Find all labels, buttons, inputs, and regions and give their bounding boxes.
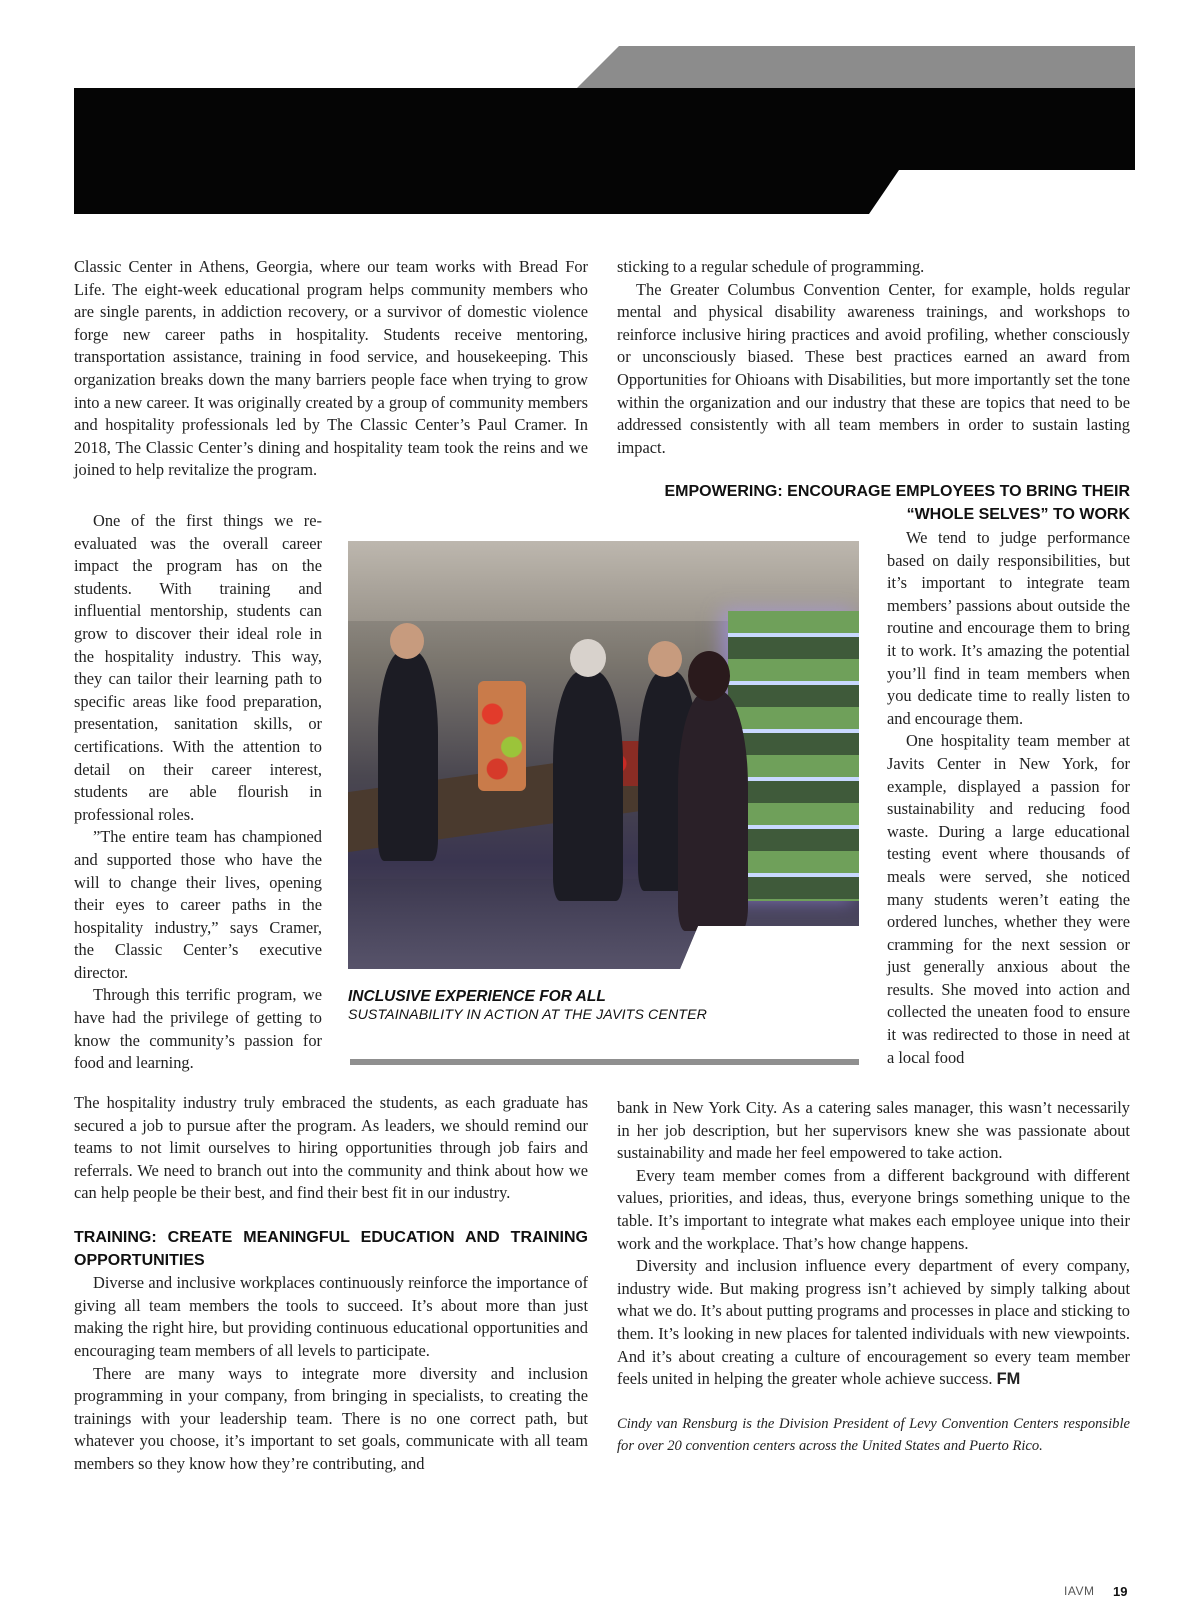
left-column-top: [74, 256, 588, 482]
body-paragraph: The Greater Columbus Convention Center, for example, holds regular mental and physical disability awareness trainings, and workshops to reinforce inclusive hiring practices and avoid profiling, whether consciously or unconsciously biased. These best practices earned an award from Opportunities for Ohioans with Disabilities, but more importantly set the tone within the organization and our industry that these are topics that need to be addressed consistently with all team members in order to sustain lasting impact.: [617, 279, 1130, 457]
right-column-bottom: [617, 1097, 1130, 1457]
left-column-wrap: [74, 510, 322, 1075]
section-heading-training: TRAINING: CREATE MEANINGFUL EDUCATION AND TRAINING OPPORTUNITIES: [74, 1228, 588, 1269]
body-paragraph: The hospitality industry truly embraced the students, as each graduate has secured a job to pursue after the program. As leaders, we should remind our teams to not limit ourselves to hiring opportunities through job fairs and referrals. We need to branch out into the community and think about how we can help people be their best, and find their best fit in our industry.: [74, 1093, 588, 1203]
body-paragraph: ”The entire team has championed and supported those who have the will to change their lives, opening their eyes to career paths in the hospitality industry,” says Cramer, the Classic Center’s executive director.: [74, 827, 322, 982]
right-column-wrap: [887, 527, 1130, 1069]
body-paragraph: bank in New York City. As a catering sales manager, this wasn’t necessarily in her job description, but her supervisors knew she was passionate about sustainability and made her feel empowered to take action.: [617, 1098, 1130, 1163]
page-number: 19: [1113, 1584, 1128, 1599]
body-paragraph: Through this terrific program, we have had the privilege of getting to know the community’s passion for food and learning.: [74, 985, 322, 1073]
body-paragraph: sticking to a regular schedule of programming.: [617, 257, 925, 276]
left-column-bottom: [74, 1092, 588, 1476]
photo-person-head: [570, 639, 606, 677]
photo-person: [378, 651, 438, 861]
photo-person: [678, 691, 748, 931]
photo-person: [553, 671, 623, 901]
photo-ceiling: [348, 541, 859, 621]
body-paragraph: One of the first things we re-evaluated was the overall career impact the program has on the students. With training and influential mentorship, students can grow to discover their ideal role in the hospitality industry. This way, they can tailor their learning path to specific areas like food preparation, presentation, sanitation skills, or certifications. With the attention to detail on their career interest, students are able flourish in professional roles.: [74, 511, 322, 824]
event-photo: [348, 541, 859, 969]
body-paragraph: We tend to judge performance based on daily responsibilities, but it’s important to integrate team members’ passions about outside the routine and encourage them to bring it to work. It’s amazing the potential you’ll find in team members when you dedicate time to really listen to and encourage them.: [887, 528, 1130, 728]
closing-paragraph-text: Diversity and inclusion influence every department of every company, industry wide. But making progress isn’t achieved by simply talking about what we do. It’s about putting programs and processes in place and sticking to them. It’s looking in new places for talented individuals with new viewpoints. And it’s about creating a culture of encouragement so every team member feels united in helping the greater whole achieve success.: [617, 1256, 1130, 1389]
photo-person-head: [390, 623, 424, 659]
caption-rule: [350, 1059, 859, 1065]
body-paragraph: One hospitality team member at Javits Center in New York, for example, displayed a passion for sustainability and reducing food waste. During a large educational testing event where thousands of meals were served, she noticed many students weren’t eating the ordered lunches, whether they were cramming for the next session or just generally anxious about the results. She moved into action and collected the uneaten food to ensure it was redirected to those in need at a local food: [887, 731, 1130, 1067]
body-paragraph: [617, 1255, 1130, 1391]
section-heading-empowering: EMPOWERING: ENCOURAGE EMPLOYEES TO BRING THEIR “WHOLE SELVES” TO WORK: [664, 483, 1130, 523]
photo-person-head: [648, 641, 682, 677]
header-gray-band: [575, 46, 1135, 90]
caption-title: INCLUSIVE EXPERIENCE FOR ALL: [348, 988, 606, 1005]
body-paragraph: Diverse and inclusive workplaces continuously reinforce the importance of giving all team members the tools to succeed. It’s about more than just making the right hire, but providing continuous educational opportunities and encouraging team members of all levels to participate.: [74, 1273, 588, 1360]
body-paragraph: Classic Center in Athens, Georgia, where our team works with Bread For Life. The eight-week educational program helps community members who are single parents, in addiction recovery, or a survivor of domestic violence forge new career paths in hospitality. Students receive mentoring, transportation assistance, training in food service, and housekeeping. This organization breaks down the many barriers people face when trying to grow into a new career. It was originally created by a group of community members and hospitality professionals led by The Classic Center’s Paul Cramer. In 2018, The Classic Center’s dining and hospitality team took the reins and we joined to help revitalize the program.: [74, 257, 588, 480]
header-black-banner: [74, 88, 1135, 214]
end-mark: FM: [996, 1370, 1021, 1389]
body-paragraph: There are many ways to integrate more diversity and inclusion programming in your company, from bringing in specialists, to creating the trainings with your leadership team. There is no one correct path, but whatever you choose, it’s important to set goals, communicate with all team members so they know how they’re contributing, and: [74, 1363, 588, 1473]
caption-subtitle: SUSTAINABILITY IN ACTION AT THE JAVITS CENTER: [348, 1007, 707, 1023]
photo-fruit-display: [478, 681, 526, 791]
photo-person-head: [688, 651, 730, 701]
body-paragraph: Every team member comes from a different background with different values, priorities, and ideas, thus, everyone brings something unique to the table. It’s important to integrate what makes each employee unique into their work and the workplace. That’s how change happens.: [617, 1165, 1130, 1253]
footer-publication: IAVM: [1064, 1584, 1095, 1598]
right-column-top: [617, 256, 1130, 527]
author-bio: Cindy van Rensburg is the Division President of Levy Convention Centers responsible for over 20 convention centers across the United States and Puerto Rico.: [617, 1415, 1130, 1454]
